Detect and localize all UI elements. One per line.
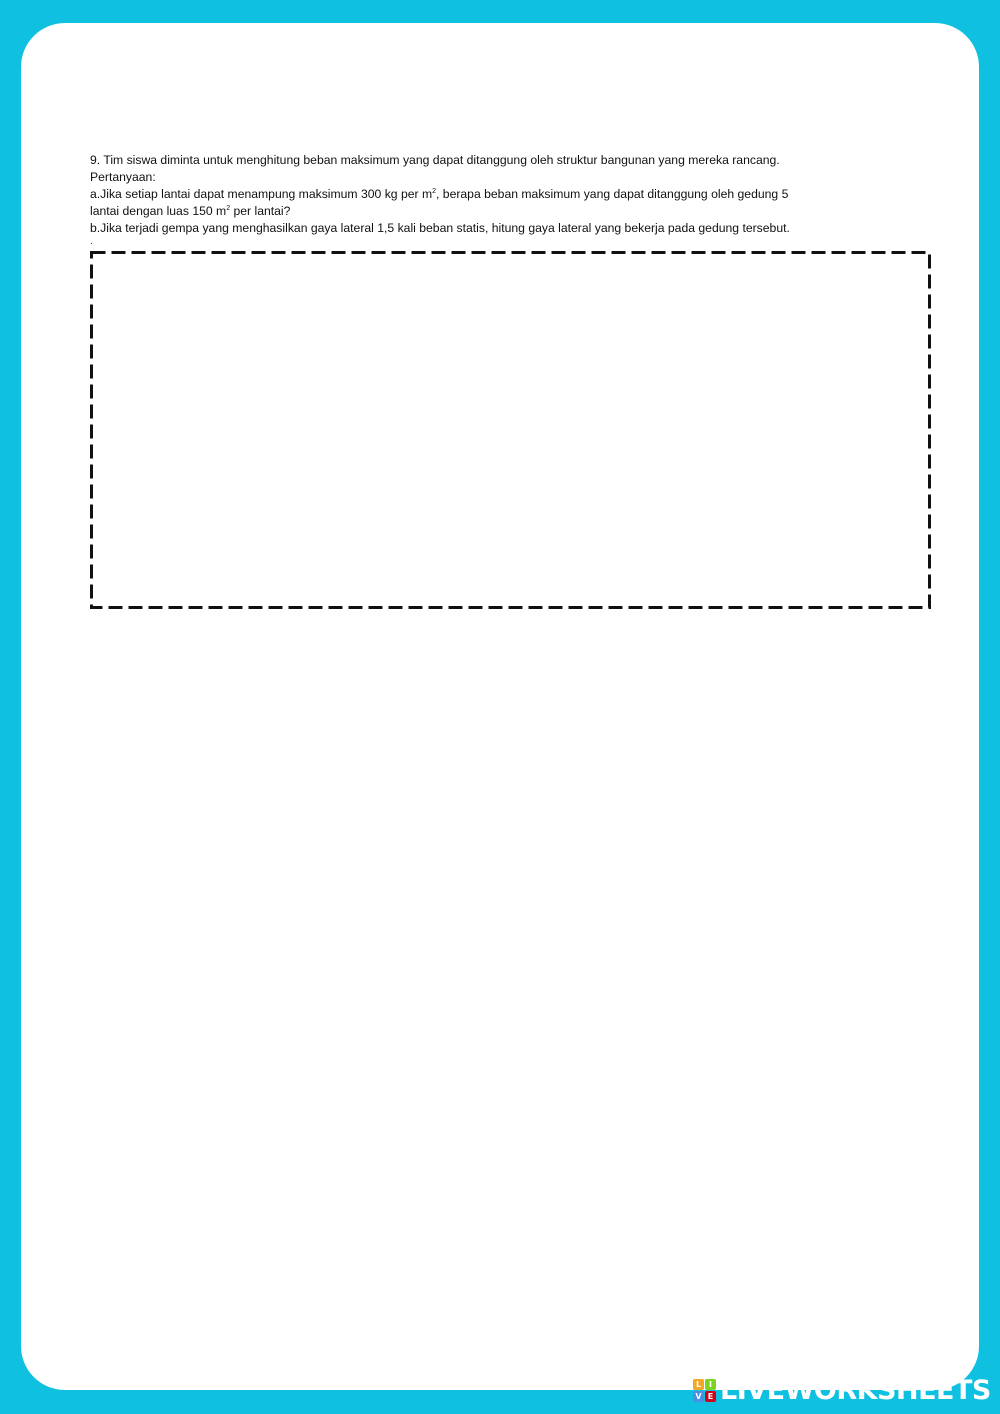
logo-letter-e: E <box>705 1391 716 1402</box>
logo-letter-l: L <box>693 1379 704 1390</box>
brand-footer[interactable] <box>693 1374 991 1406</box>
question-part-b: b.Jika terjadi gempa yang menghasilkan gaya lateral 1,5 kali beban statis, hitung gaya lateral yang bekerja pada gedung tersebut. <box>90 221 790 235</box>
stray-mark: . <box>90 236 93 247</box>
question-part-a-cont: lantai dengan luas 150 $m^2$ per lantai? <box>90 204 291 218</box>
liveworksheets-logo-icon <box>693 1379 716 1402</box>
answer-box[interactable] <box>90 251 931 609</box>
logo-letter-v: V <box>693 1391 704 1402</box>
question-part-a: a.Jika setiap lantai dapat menampung maksimum 300 kg per $m^2$, berapa beban maksimum yang dapat ditanggung oleh gedung 5 <box>90 187 789 201</box>
question-stem: 9. Tim siswa diminta untuk menghitung beban maksimum yang dapat ditanggung oleh struktur bangunan yang mereka rancang. <box>90 153 780 167</box>
question-text <box>90 152 930 237</box>
answer-input[interactable] <box>90 251 931 609</box>
question-prompt-label: Pertanyaan: <box>90 170 156 184</box>
brand-wordmark: LIVEWORKSHEETS <box>720 1374 991 1406</box>
logo-letter-i: I <box>705 1379 716 1390</box>
